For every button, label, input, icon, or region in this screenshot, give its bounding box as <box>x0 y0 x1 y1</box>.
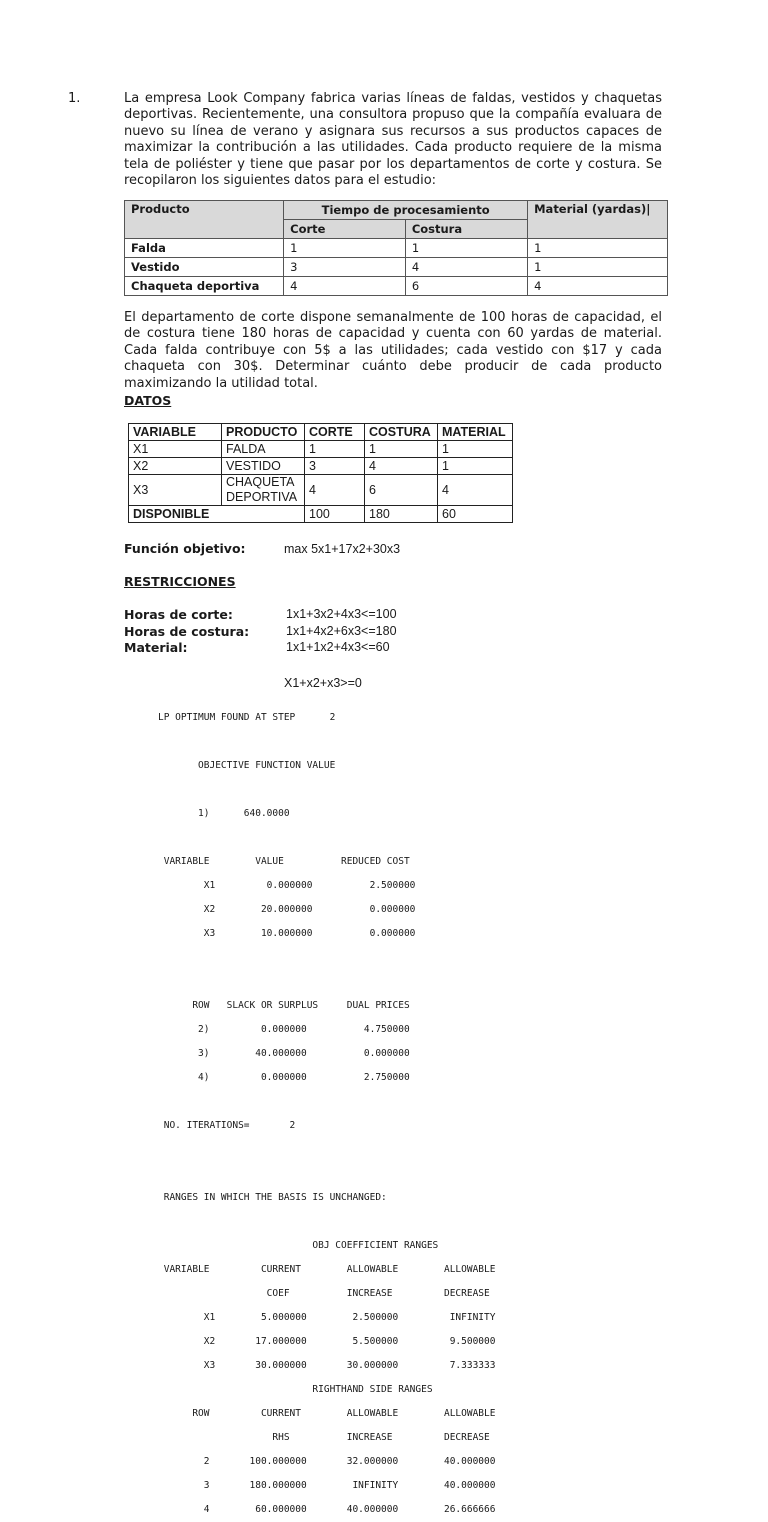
header-material: MATERIAL <box>438 424 513 441</box>
cell-costura: 6 <box>365 475 438 506</box>
header-tiempo: Tiempo de procesamiento <box>284 201 528 220</box>
output-line: 3 180.000000 INFINITY 40.000000 <box>158 1480 496 1491</box>
output-line: VARIABLE CURRENT ALLOWABLE ALLOWABLE <box>158 1264 496 1275</box>
cell-corte: 3 <box>284 258 406 277</box>
restriccion-label: Material: <box>124 640 188 655</box>
cell-material: 4 <box>528 277 668 296</box>
header-corte: CORTE <box>305 424 365 441</box>
header-costura: COSTURA <box>365 424 438 441</box>
output-line: 4 60.000000 40.000000 26.666666 <box>158 1504 496 1515</box>
restriccion-value: 1x1+3x2+4x3<=100 <box>286 607 397 621</box>
problem-paragraph-2: El departamento de corte dispone semanalmente de 100 horas de capacidad, el de costura tiene 180 horas de capacidad y cuenta con 60 yardas de material. Cada falda contribuye con 5$ a las utilidades; cada vestido con $17 y cada chaqueta con 30$. Determinar cuánto debe producir de cada producto maximizando la utilidad total. <box>124 310 662 391</box>
cell-producto: Vestido <box>125 258 284 277</box>
cell-producto: FALDA <box>222 441 305 458</box>
header-producto: Producto <box>125 201 284 239</box>
output-line: 2 100.000000 32.000000 40.000000 <box>158 1456 496 1467</box>
cell-costura: 1 <box>365 441 438 458</box>
cell-material: 1 <box>528 258 668 277</box>
output-line: X3 30.000000 30.000000 7.333333 <box>158 1360 496 1371</box>
cell-costura: 4 <box>405 258 527 277</box>
output-line: VARIABLE VALUE REDUCED COST <box>158 856 410 867</box>
producto-line-1: CHAQUETA <box>226 475 295 489</box>
table-row <box>125 277 668 296</box>
producto-line-2: DEPORTIVA <box>226 490 298 504</box>
output-line <box>158 1146 495 1154</box>
cell-corte: 1 <box>284 239 406 258</box>
output-line: LP OPTIMUM FOUND AT STEP 2 <box>158 712 336 723</box>
datos-table <box>128 423 513 523</box>
cell-material: 1 <box>528 239 668 258</box>
header-producto: PRODUCTO <box>222 424 305 441</box>
output-line: X1 5.000000 2.500000 INFINITY <box>158 1312 496 1323</box>
cell-material: 1 <box>438 441 513 458</box>
cell-variable: X3 <box>129 475 222 506</box>
output-line: 3) 40.000000 0.000000 <box>158 1048 410 1059</box>
output-line: OBJ COEFFICIENT RANGES <box>158 1240 439 1251</box>
restriccion-label: Horas de corte: <box>124 607 233 622</box>
output-line <box>158 1098 495 1106</box>
output-line <box>158 1218 495 1226</box>
cell-costura: 1 <box>405 239 527 258</box>
output-line: X2 17.000000 5.500000 9.500000 <box>158 1336 496 1347</box>
output-line: RIGHTHAND SIDE RANGES <box>158 1384 433 1395</box>
capacity-statement <box>124 310 662 392</box>
output-line <box>158 978 495 986</box>
cell-material: 1 <box>438 458 513 475</box>
table-row <box>129 441 513 458</box>
product-data-table <box>124 200 668 296</box>
table-row <box>129 458 513 475</box>
cell-costura: 6 <box>405 277 527 296</box>
funcion-objetivo-label: Función objetivo: <box>124 541 246 556</box>
output-line: 4) 0.000000 2.750000 <box>158 1072 410 1083</box>
output-line: ROW CURRENT ALLOWABLE ALLOWABLE <box>158 1408 496 1419</box>
output-line <box>158 954 495 962</box>
cell-corte: 1 <box>305 441 365 458</box>
output-line <box>158 834 495 842</box>
header-costura: Costura <box>405 220 527 239</box>
output-line: 1) 640.0000 <box>158 808 290 819</box>
problem-number: 1. <box>68 91 81 106</box>
table-row <box>129 506 513 523</box>
restricciones-heading: RESTRICCIONES <box>124 574 236 589</box>
cell-variable: X2 <box>129 458 222 475</box>
cell-variable: X1 <box>129 441 222 458</box>
cell-corte: 100 <box>305 506 365 523</box>
datos-heading: DATOS <box>124 393 172 408</box>
output-line: 2) 0.000000 4.750000 <box>158 1024 410 1035</box>
output-line: X3 10.000000 0.000000 <box>158 928 416 939</box>
cell-corte: 3 <box>305 458 365 475</box>
output-line: NO. ITERATIONS= 2 <box>158 1120 296 1131</box>
output-line: RHS INCREASE DECREASE <box>158 1432 490 1443</box>
cell-costura: 4 <box>365 458 438 475</box>
output-line <box>158 786 495 794</box>
output-line <box>158 1170 495 1178</box>
table-row <box>125 239 668 258</box>
header-corte: Corte <box>284 220 406 239</box>
cell-corte: 4 <box>305 475 365 506</box>
output-line: OBJECTIVE FUNCTION VALUE <box>158 760 336 771</box>
output-line: ROW SLACK OR SURPLUS DUAL PRICES <box>158 1000 410 1011</box>
problem-statement <box>124 91 662 189</box>
header-variable: VARIABLE <box>129 424 222 441</box>
output-line <box>158 738 495 746</box>
funcion-objetivo-value: max 5x1+17x2+30x3 <box>284 542 401 556</box>
restriccion-value: 1x1+1x2+4x3<=60 <box>286 640 390 654</box>
table-row <box>129 475 513 506</box>
non-negativity: X1+x2+x3>=0 <box>284 676 362 690</box>
cell-producto: VESTIDO <box>222 458 305 475</box>
restriccion-label: Horas de costura: <box>124 624 250 639</box>
restriccion-value: 1x1+4x2+6x3<=180 <box>286 624 397 638</box>
cell-producto: Falda <box>125 239 284 258</box>
cell-producto: Chaqueta deportiva <box>125 277 284 296</box>
output-line: X1 0.000000 2.500000 <box>158 880 416 891</box>
output-line: RANGES IN WHICH THE BASIS IS UNCHANGED: <box>158 1192 387 1203</box>
cell-material: 60 <box>438 506 513 523</box>
cell-producto <box>222 475 305 506</box>
solver-output <box>158 698 495 1522</box>
cell-material: 4 <box>438 475 513 506</box>
header-material: Material (yardas)| <box>528 201 668 239</box>
problem-paragraph-1: La empresa Look Company fabrica varias líneas de faldas, vestidos y chaquetas deportivas. Recientemente, una consultora propuso que la compañía evaluara de nuevo su línea de verano y asignara sus recursos a sus productos capaces de maximizar la contribución a las utilidades. Cada producto requiere de la misma tela de poliéster y tiene que pasar por los departamentos de corte y costura. Se recopilaron los siguientes datos para el estudio: <box>124 91 662 189</box>
cell-disponible: DISPONIBLE <box>129 506 305 523</box>
cell-costura: 180 <box>365 506 438 523</box>
output-line: COEF INCREASE DECREASE <box>158 1288 490 1299</box>
cell-corte: 4 <box>284 277 406 296</box>
output-line: X2 20.000000 0.000000 <box>158 904 416 915</box>
table-row <box>125 258 668 277</box>
